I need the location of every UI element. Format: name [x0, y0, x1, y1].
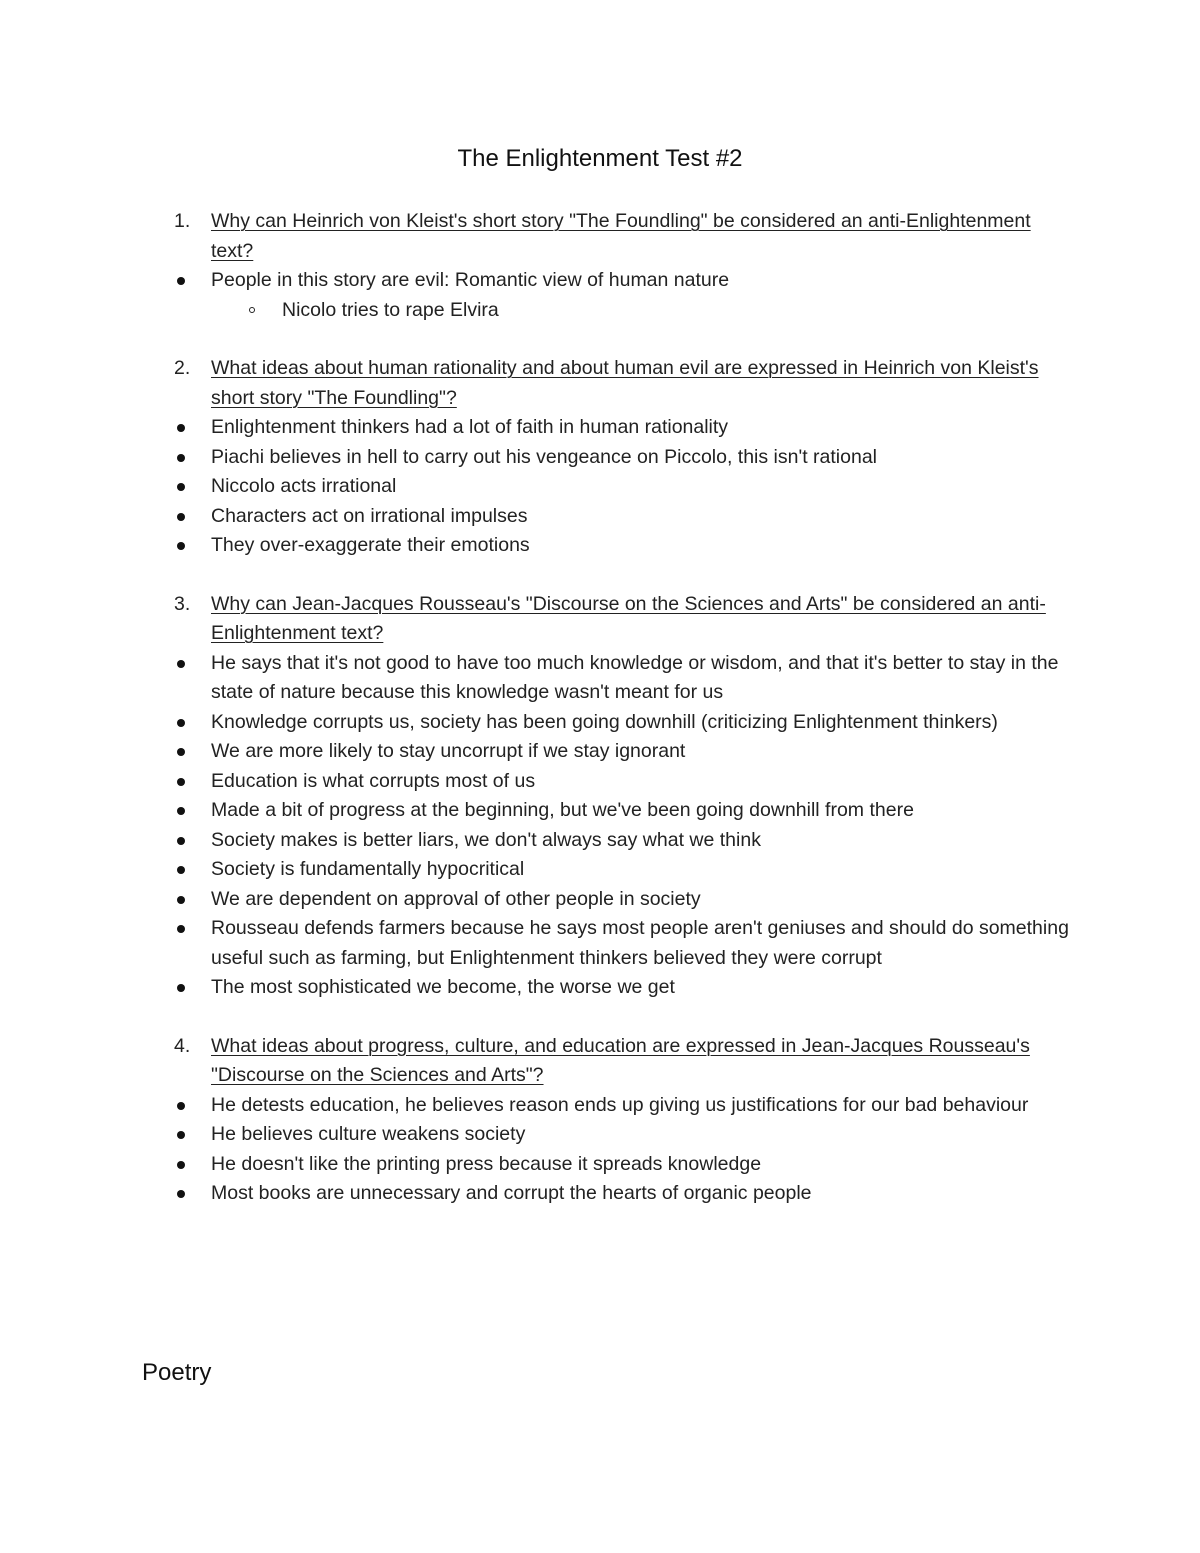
- answer-text: Piachi believes in hell to carry out his vengeance on Piccolo, this isn't rational: [211, 445, 877, 468]
- answer-text: He detests education, he believes reason ends up giving us justifications for our bad behaviour: [211, 1093, 1029, 1116]
- answer-bullet: [0, 266, 1200, 296]
- bullet-icon: [177, 778, 185, 786]
- answer-bullet: [0, 767, 1200, 797]
- bullet-icon: [177, 807, 185, 815]
- question-row: [0, 1032, 1200, 1091]
- bullet-icon: [177, 277, 185, 285]
- answer-text: Society is fundamentally hypocritical: [211, 858, 525, 880]
- answer-text: Knowledge corrupts us, society has been going downhill (criticizing Enlightenment thinkers): [211, 710, 998, 733]
- bullet-icon: [177, 513, 185, 521]
- hollow-bullet-icon: [249, 307, 255, 313]
- bullet-icon: [177, 719, 185, 727]
- question-text: What ideas about human rationality and about human evil are expressed in Heinrich von Kleist's short story "The Foundling"?: [211, 357, 1039, 409]
- answer-text: People in this story are evil: Romantic view of human nature: [211, 269, 730, 291]
- answer-text: We are dependent on approval of other people in society: [211, 887, 701, 910]
- bullet-icon: [177, 896, 185, 904]
- answer-bullet: [0, 826, 1200, 856]
- answer-text: Rousseau defends farmers because he says most people aren't geniuses and should do something useful such as farming, but Enlightenment thinkers believed they were corrupt: [211, 917, 1069, 969]
- answer-text: He says that it's not good to have too much knowledge or wisdom, and that it's better to stay in the state of nature because this knowledge wasn't meant for us: [211, 651, 1059, 703]
- answer-bullet: [0, 1120, 1200, 1150]
- answer-text: Characters act on irrational impulses: [211, 504, 528, 527]
- answer-text: Niccolo acts irrational: [211, 475, 397, 497]
- answer-text: He believes culture weakens society: [211, 1123, 526, 1145]
- question-row: [0, 354, 1200, 413]
- question-text: Why can Jean-Jacques Rousseau's "Discourse on the Sciences and Arts" be considered an anti-Enlightenment text?: [211, 592, 1046, 644]
- answer-bullet: [0, 1179, 1200, 1209]
- bullet-icon: [177, 1190, 185, 1198]
- answer-bullet: [0, 914, 1200, 973]
- answer-bullet: [0, 1150, 1200, 1180]
- bullet-icon: [177, 837, 185, 845]
- answer-text: Most books are unnecessary and corrupt the hearts of organic people: [211, 1182, 812, 1204]
- answer-bullet: [0, 443, 1200, 473]
- document-title: The Enlightenment Test #2: [457, 145, 743, 172]
- answer-bullet: [0, 1091, 1200, 1121]
- question-number: 4.: [174, 1034, 191, 1057]
- answer-bullet: [0, 737, 1200, 767]
- answer-bullet: [0, 531, 1200, 561]
- sub-bullet-text: Nicolo tries to rape Elvira: [282, 298, 499, 321]
- bullet-icon: [177, 748, 185, 756]
- bullet-icon: [177, 454, 185, 462]
- question-list: [0, 207, 1200, 1238]
- question-row: [0, 207, 1200, 266]
- answer-text: Society makes is better liars, we don't always say what we think: [211, 828, 761, 851]
- answer-text: He doesn't like the printing press because it spreads knowledge: [211, 1152, 762, 1175]
- answer-text: Enlightenment thinkers had a lot of faith in human rationality: [211, 416, 729, 438]
- answer-bullet: [0, 973, 1200, 1003]
- answer-bullet: [0, 472, 1200, 502]
- bullet-icon: [177, 925, 185, 933]
- question-text: Why can Heinrich von Kleist's short story "The Foundling" be considered an anti-Enlightenment text?: [211, 210, 1031, 262]
- question-number: 3.: [174, 592, 191, 615]
- answer-bullet: [0, 708, 1200, 738]
- answer-bullet: [0, 855, 1200, 885]
- answer-text: They over-exaggerate their emotions: [211, 534, 530, 556]
- answer-text: The most sophisticated we become, the worse we get: [211, 976, 675, 998]
- answer-bullet: [0, 796, 1200, 826]
- question-block: [0, 354, 1200, 561]
- answer-text: We are more likely to stay uncorrupt if we stay ignorant: [211, 740, 686, 762]
- answer-bullet: [0, 502, 1200, 532]
- bullet-icon: [177, 1161, 185, 1169]
- answer-sub-bullet: [0, 296, 1200, 326]
- bullet-icon: [177, 1102, 185, 1110]
- answer-text: Education is what corrupts most of us: [211, 769, 536, 792]
- question-number: 2.: [174, 357, 191, 379]
- answer-bullet: [0, 649, 1200, 708]
- question-row: [0, 590, 1200, 649]
- bullet-icon: [177, 542, 185, 550]
- question-text: What ideas about progress, culture, and education are expressed in Jean-Jacques Rousseau's "Discourse on the Sciences and Arts"?: [211, 1034, 1030, 1086]
- answer-text: Made a bit of progress at the beginning, but we've been going downhill from there: [211, 799, 914, 821]
- bullet-icon: [177, 660, 185, 668]
- question-block: [0, 1032, 1200, 1209]
- answer-bullet: [0, 413, 1200, 443]
- question-block: [0, 207, 1200, 325]
- bullet-icon: [177, 1131, 185, 1139]
- question-number: 1.: [174, 210, 191, 232]
- bullet-icon: [177, 984, 185, 992]
- bullet-icon: [177, 483, 185, 491]
- answer-bullet: [0, 885, 1200, 915]
- bullet-icon: [177, 866, 185, 874]
- section-heading: Poetry: [142, 1359, 212, 1386]
- bullet-icon: [177, 424, 185, 432]
- question-block: [0, 590, 1200, 1003]
